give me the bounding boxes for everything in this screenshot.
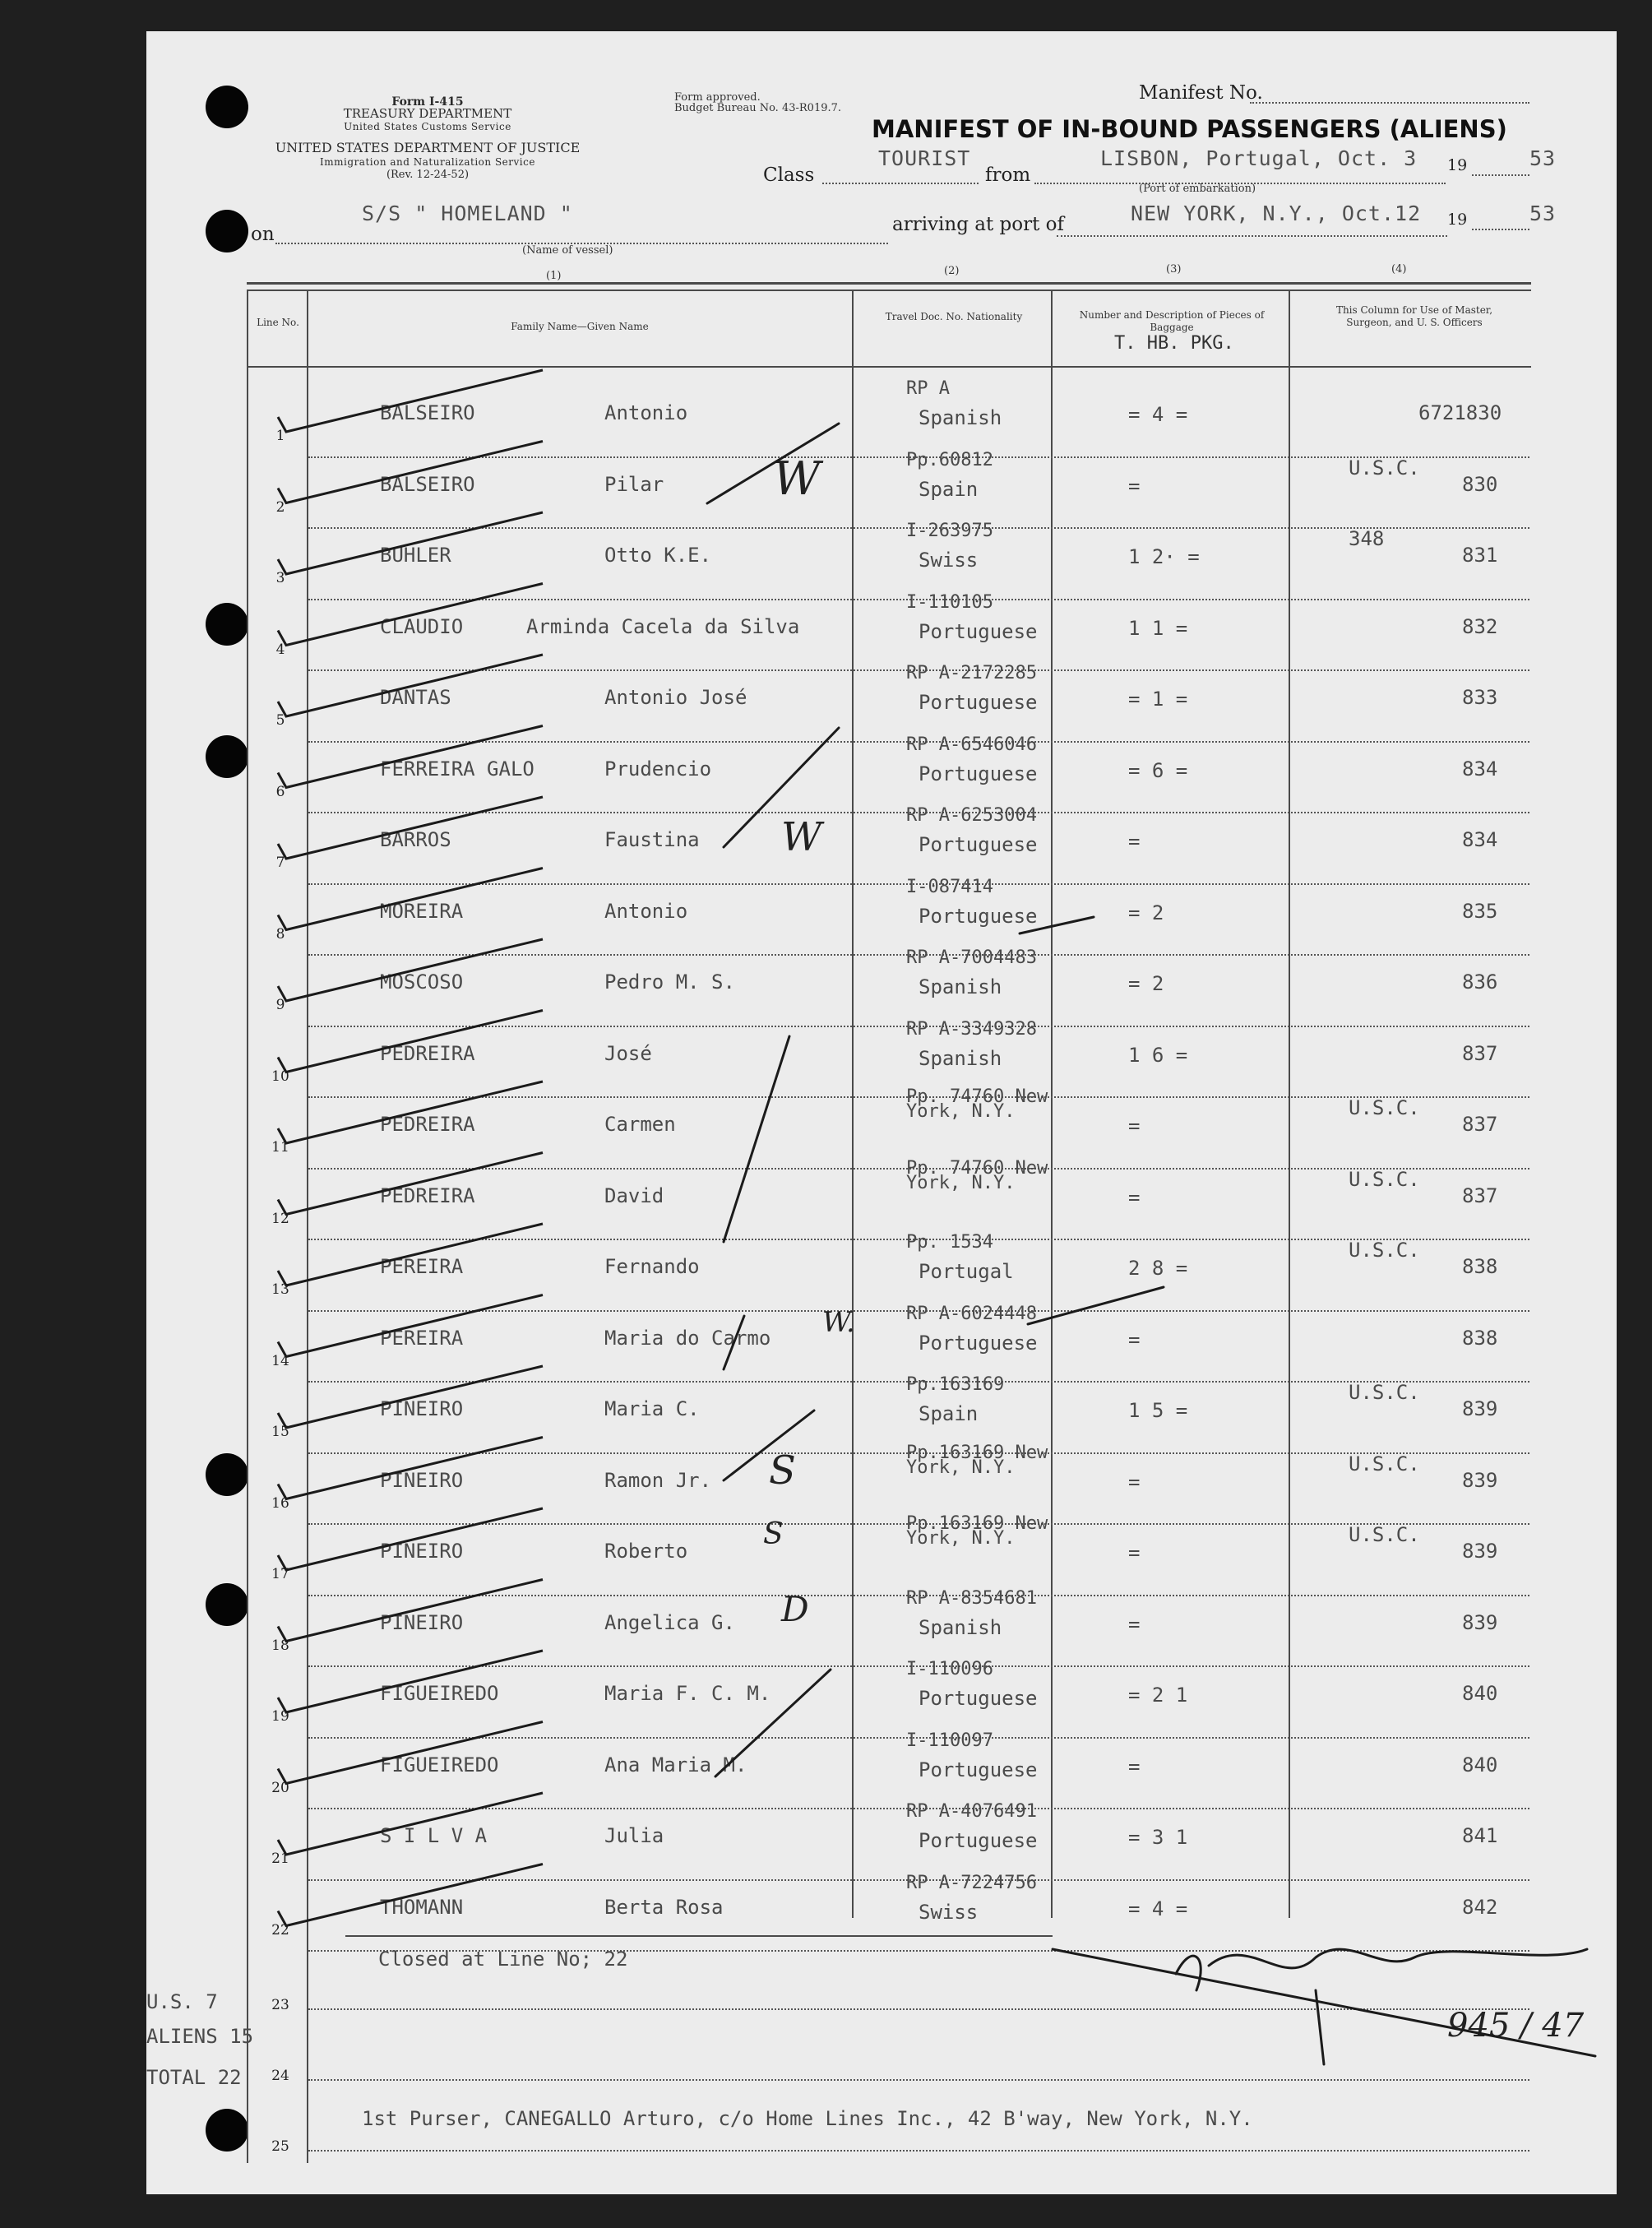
row-family-name: PEREIRA — [380, 1255, 464, 1278]
handwritten-d: D — [781, 1589, 809, 1629]
port-embark-caption: (Port of embarkation) — [1139, 183, 1256, 195]
row-given-name: Faustina — [604, 828, 700, 851]
check-mark — [278, 1580, 543, 1642]
row-code: 832 — [1462, 614, 1498, 638]
row-travel-doc: RP A-2172285 — [906, 663, 1037, 683]
row-code: 839 — [1462, 1397, 1498, 1420]
row-baggage: = 4 = — [1128, 1897, 1188, 1920]
from-label: from — [985, 164, 1031, 186]
row-given-name: Berta Rosa — [604, 1895, 724, 1919]
row-travel-doc: Pp.163169 New York, N.Y. — [906, 1513, 1048, 1549]
row-nationality: Spain — [919, 1402, 979, 1425]
treasury-dept: TREASURY DEPARTMENT — [343, 106, 512, 121]
row-family-name: PINEIRO — [380, 1610, 464, 1634]
on-label: on — [251, 224, 275, 245]
handwritten-s: S — [769, 1448, 796, 1494]
row-given-name: José — [604, 1041, 652, 1065]
row-nationality: Portuguese — [919, 904, 1038, 928]
row-officer-note: U.S.C. — [1349, 1381, 1420, 1404]
slash-mark — [724, 1316, 744, 1369]
justice-dept: UNITED STATES DEPARTMENT OF JUSTICE — [275, 140, 581, 155]
row-baggage: = — [1128, 1185, 1141, 1209]
row-travel-doc: I-110096 — [906, 1659, 993, 1679]
row-baggage: 1 1 = — [1128, 616, 1188, 640]
col-num-3: (3) — [1166, 263, 1182, 276]
row-family-name: FIGUEIREDO — [380, 1753, 499, 1776]
year-prefix-from: 19 — [1447, 156, 1468, 174]
row-travel-doc: RP A-6024448 — [906, 1303, 1037, 1324]
handwritten-stamp-number: 945 / 47 — [1447, 2007, 1585, 2045]
row-nationality: Portuguese — [919, 1331, 1038, 1355]
row-code: 834 — [1462, 757, 1498, 780]
row-given-name: Antonio José — [604, 686, 747, 709]
row-officer-note: U.S.C. — [1349, 1239, 1420, 1262]
embarkation-port: LISBON, Portugal, Oct. 3 — [1100, 146, 1418, 170]
class-label: Class — [763, 164, 815, 186]
row-officer-note: U.S.C. — [1349, 456, 1420, 479]
row-baggage: = — [1128, 1612, 1141, 1636]
row-given-name: Otto K.E. — [604, 544, 712, 567]
row-code: 836 — [1462, 970, 1498, 994]
check-mark — [278, 1224, 543, 1285]
row-travel-doc: I-087414 — [906, 876, 993, 897]
row-line-number: 6 — [275, 783, 285, 800]
slash-mark — [1020, 917, 1094, 933]
col-num-2: (2) — [944, 265, 960, 277]
row-given-name: Antonio — [604, 899, 688, 923]
closed-at-line: Closed at Line No; 22 — [378, 1948, 628, 1971]
row-baggage: = 2 — [1128, 972, 1164, 995]
year-prefix-arrive: 19 — [1447, 211, 1468, 229]
vessel-name: S/S " HOMELAND " — [362, 201, 573, 225]
row-baggage: = 4 = — [1128, 403, 1188, 426]
row-family-name: MOSCOSO — [380, 970, 464, 994]
row-line-number: 25 — [271, 2138, 289, 2155]
row-given-name: Maria F. C. M. — [604, 1682, 771, 1705]
row-family-name: FERREIRA GALO — [380, 757, 534, 780]
row-code: 840 — [1462, 1682, 1498, 1705]
row-given-name: Roberto — [604, 1540, 688, 1563]
row-line-number: 11 — [271, 1139, 289, 1156]
row-baggage: 1 6 = — [1128, 1043, 1188, 1067]
row-nationality: Swiss — [919, 1900, 979, 1924]
row-given-name: Julia — [604, 1824, 664, 1847]
col-header-officers: This Column for Use of Master, Surgeon, and U. S. Officers — [1335, 304, 1493, 328]
row-family-name: CLAUDIO — [380, 614, 464, 638]
row-travel-doc: RP A-6253004 — [906, 805, 1037, 826]
row-baggage: = — [1128, 1754, 1141, 1778]
strike-line — [1053, 1949, 1595, 2056]
purser-info: 1st Purser, CANEGALLO Arturo, c/o Home Lines Inc., 42 B'way, New York, N.Y. — [362, 2107, 1253, 2130]
col-header-travel: Travel Doc. No. Nationality — [885, 311, 1023, 322]
row-given-name: Maria do Carmo — [604, 1326, 771, 1350]
row-officer-note: U.S.C. — [1349, 1523, 1420, 1546]
row-given-name: Pilar — [604, 472, 664, 496]
col-header-baggage-sub: T. HB. PKG. — [1114, 333, 1234, 354]
row-family-name: BARROS — [380, 828, 451, 851]
row-travel-doc: I-110105 — [906, 591, 993, 613]
slash-mark — [724, 1410, 814, 1480]
row-code: 831 — [1462, 544, 1498, 567]
check-mark — [278, 442, 543, 503]
arriving-label: arriving at port of — [892, 214, 1064, 235]
arrival-port: NEW YORK, N.Y., Oct.12 — [1131, 201, 1422, 225]
col-header-name: Family Name—Given Name — [511, 321, 649, 332]
row-nationality: Spanish — [919, 975, 1002, 998]
row-code: 837 — [1462, 1183, 1498, 1207]
row-nationality: Portuguese — [919, 1687, 1038, 1710]
col-num-1: (1) — [546, 270, 562, 282]
row-family-name: BALSEIRO — [380, 401, 475, 424]
row-code: 838 — [1462, 1255, 1498, 1278]
row-code: 833 — [1462, 686, 1498, 709]
row-code: 840 — [1462, 1753, 1498, 1776]
row-baggage: = — [1128, 1114, 1141, 1137]
row-given-name: Prudencio — [604, 757, 712, 780]
row-code: 834 — [1462, 828, 1498, 851]
row-travel-doc: RP A-7004483 — [906, 947, 1037, 968]
row-baggage: = 6 = — [1128, 758, 1188, 782]
row-given-name: Angelica G. — [604, 1610, 735, 1634]
row-line-number: 15 — [271, 1424, 289, 1440]
row-line-number: 2 — [275, 498, 285, 516]
row-nationality: Spanish — [919, 1615, 1002, 1639]
check-mark — [278, 726, 543, 788]
row-line-number: 7 — [275, 855, 285, 871]
row-travel-doc: RP A-4076491 — [906, 1801, 1037, 1822]
row-code: 830 — [1462, 472, 1498, 496]
row-baggage: 1 5 = — [1128, 1399, 1188, 1422]
check-mark — [278, 1508, 543, 1570]
row-given-name: Carmen — [604, 1113, 676, 1136]
row-travel-doc: I-110097 — [906, 1730, 993, 1751]
check-mark — [278, 512, 543, 574]
row-line-number: 18 — [271, 1637, 289, 1654]
row-travel-doc: RP A — [906, 378, 950, 399]
row-line-number: 13 — [271, 1281, 289, 1298]
row-code: 839 — [1462, 1540, 1498, 1563]
check-mark — [278, 1295, 543, 1357]
row-code: 835 — [1462, 899, 1498, 923]
row-family-name: S I L V A — [380, 1824, 488, 1847]
slash-mark — [707, 424, 839, 503]
row-nationality: Portuguese — [919, 1758, 1038, 1781]
customs-service: United States Customs Service — [344, 121, 511, 132]
count-total: TOTAL 22 — [146, 2066, 242, 2089]
check-mark — [278, 1366, 543, 1428]
handwritten-w: W — [781, 814, 822, 860]
row-baggage: = — [1128, 830, 1141, 853]
row-family-name: DANTAS — [380, 686, 451, 709]
year-from: 53 — [1529, 146, 1557, 170]
row-travel-doc: Pp. 74760 New York, N.Y. — [906, 1157, 1048, 1193]
slash-mark — [1028, 1287, 1164, 1324]
row-baggage: = — [1128, 1327, 1141, 1351]
row-nationality: Spain — [919, 477, 979, 501]
row-officer-note: U.S.C. — [1349, 1167, 1420, 1191]
row-baggage: = — [1128, 1541, 1141, 1564]
row-baggage: = 2 1 — [1128, 1684, 1188, 1707]
row-travel-doc: Pp.163169 New York, N.Y. — [906, 1442, 1048, 1478]
check-mark — [278, 1011, 543, 1072]
row-given-name: Maria C. — [604, 1397, 700, 1420]
row-line-number: 14 — [271, 1352, 289, 1369]
row-travel-doc: Pp. 1534 — [906, 1232, 993, 1253]
row-baggage: = 3 1 — [1128, 1826, 1188, 1849]
check-mark — [278, 1722, 543, 1784]
row-code: 6721830 — [1418, 401, 1502, 424]
row-family-name: PINEIRO — [380, 1540, 464, 1563]
check-mark — [278, 939, 543, 1001]
row-travel-doc: RP A-6546046 — [906, 734, 1037, 755]
row-travel-doc: RP A-7224756 — [906, 1872, 1037, 1893]
check-mark — [278, 370, 543, 432]
row-nationality: Portugal — [919, 1260, 1014, 1283]
row-family-name: BALSEIRO — [380, 472, 475, 496]
row-nationality: Portuguese — [919, 691, 1038, 714]
handwritten-w: W. — [822, 1306, 855, 1339]
check-mark — [278, 1793, 543, 1855]
row-family-name: PEREIRA — [380, 1326, 464, 1350]
ins-service: Immigration and Naturalization Service — [320, 156, 535, 168]
row-officer-note: U.S.C. — [1349, 1452, 1420, 1475]
row-line-number: 3 — [275, 570, 285, 586]
row-code: 838 — [1462, 1326, 1498, 1350]
row-travel-doc: I-263975 — [906, 521, 993, 541]
check-mark — [278, 655, 543, 716]
row-line-number: 23 — [271, 1997, 289, 2013]
class-value: TOURIST — [878, 146, 971, 170]
col-num-4: (4) — [1391, 263, 1407, 276]
row-nationality: Spanish — [919, 406, 1002, 429]
check-mark — [278, 1864, 543, 1926]
row-given-name: Fernando — [604, 1255, 700, 1278]
row-baggage: 1 2· = — [1128, 545, 1200, 568]
handwritten-s: S — [763, 1517, 784, 1551]
row-baggage: = 1 = — [1128, 688, 1188, 711]
row-line-number: 20 — [271, 1779, 289, 1796]
check-mark — [278, 1651, 543, 1712]
check-mark — [278, 584, 543, 646]
count-usc: U.S. 7 — [146, 1990, 218, 2013]
row-given-name: Antonio — [604, 401, 688, 424]
signature-mark — [1176, 1949, 1587, 2064]
col-header-line: Line No. — [257, 317, 299, 328]
check-mark — [278, 797, 543, 859]
revision-date: (Rev. 12-24-52) — [386, 169, 470, 181]
row-nationality: Portuguese — [919, 833, 1038, 856]
row-baggage: = 2 — [1128, 901, 1164, 924]
manifest-title: MANIFEST OF IN-BOUND PASSENGERS (ALIENS) — [872, 115, 1507, 143]
row-family-name: PINEIRO — [380, 1397, 464, 1420]
row-travel-doc: Pp.60812 — [906, 449, 993, 470]
row-line-number: 17 — [271, 1566, 289, 1582]
row-line-number: 22 — [271, 1921, 289, 1938]
row-baggage: = — [1128, 474, 1141, 498]
form-approved: Form approved. — [674, 91, 761, 104]
row-line-number: 5 — [275, 712, 285, 729]
check-mark — [278, 1153, 543, 1215]
slash-mark — [715, 1670, 831, 1776]
row-family-name: THOMANN — [380, 1895, 464, 1919]
row-family-name: BUHLER — [380, 544, 451, 567]
row-baggage: 2 8 = — [1128, 1257, 1188, 1280]
count-aliens: ALIENS 15 — [146, 2025, 254, 2048]
row-code: 841 — [1462, 1824, 1498, 1847]
row-line-number: 16 — [271, 1494, 289, 1512]
row-line-number: 12 — [271, 1210, 289, 1227]
row-nationality: Portuguese — [919, 1829, 1038, 1852]
row-nationality: Portuguese — [919, 762, 1038, 785]
row-line-number: 21 — [271, 1850, 289, 1867]
row-line-number: 9 — [275, 997, 285, 1013]
row-officer-note: U.S.C. — [1349, 1096, 1420, 1119]
row-given-name: Ramon Jr. — [604, 1468, 712, 1492]
handwritten-w: W — [773, 452, 821, 506]
row-officer-note: 348 — [1349, 527, 1385, 550]
row-line-number: 1 — [275, 428, 285, 444]
year-arrive: 53 — [1529, 201, 1557, 225]
row-family-name: PEDREIRA — [380, 1113, 475, 1136]
row-code: 837 — [1462, 1041, 1498, 1065]
row-line-number: 8 — [275, 925, 285, 943]
row-travel-doc: RP A-3349328 — [906, 1018, 1037, 1040]
check-mark — [278, 869, 543, 930]
row-nationality: Portuguese — [919, 619, 1038, 643]
row-baggage: = — [1128, 1470, 1141, 1494]
form-number: Form I-415 — [391, 95, 464, 109]
row-given-name: Arminda Cacela da Silva — [526, 614, 800, 638]
row-travel-doc: RP A-8354681 — [906, 1587, 1037, 1609]
row-family-name: PEDREIRA — [380, 1183, 475, 1207]
row-code: 842 — [1462, 1895, 1498, 1919]
row-nationality: Swiss — [919, 549, 979, 572]
check-mark — [278, 1082, 543, 1143]
row-code: 837 — [1462, 1113, 1498, 1136]
row-code: 839 — [1462, 1610, 1498, 1634]
row-travel-doc: Pp. 74760 New York, N.Y. — [906, 1086, 1048, 1122]
row-line-number: 24 — [271, 2068, 289, 2084]
row-line-number: 19 — [271, 1708, 289, 1725]
row-given-name: David — [604, 1183, 664, 1207]
manifest-no-label: Manifest No. — [1139, 82, 1263, 104]
row-code: 839 — [1462, 1468, 1498, 1492]
budget-bureau: Budget Bureau No. 43-R019.7. — [674, 102, 842, 114]
row-nationality: Spanish — [919, 1046, 1002, 1070]
row-given-name: Pedro M. S. — [604, 970, 735, 994]
row-line-number: 10 — [271, 1068, 289, 1085]
row-family-name: MOREIRA — [380, 899, 464, 923]
row-family-name: PEDREIRA — [380, 1041, 475, 1065]
row-given-name: Ana Maria M. — [604, 1753, 747, 1776]
col-header-baggage: Number and Description of Pieces of Baggage — [1079, 309, 1265, 333]
check-mark — [278, 1438, 543, 1499]
row-family-name: PINEIRO — [380, 1468, 464, 1492]
row-line-number: 4 — [275, 641, 285, 658]
slash-mark — [724, 728, 839, 847]
vessel-caption: (Name of vessel) — [522, 244, 613, 257]
row-travel-doc: Pp.163169 — [906, 1374, 1005, 1395]
slash-mark — [724, 1036, 789, 1242]
row-family-name: FIGUEIREDO — [380, 1682, 499, 1705]
